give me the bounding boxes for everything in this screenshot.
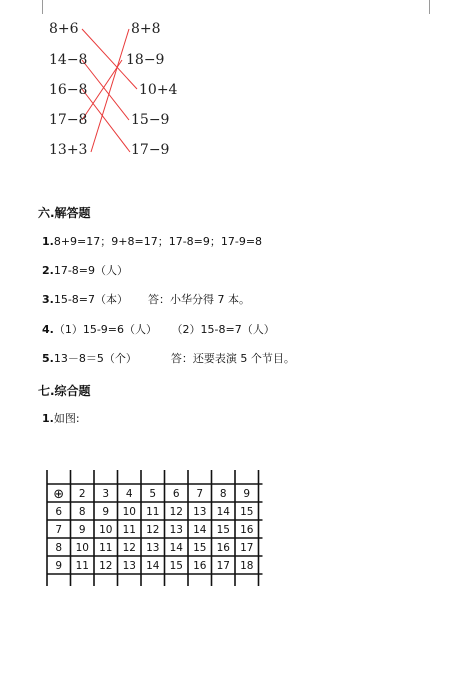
grid-cell-value: 13	[146, 542, 160, 554]
match-line	[91, 29, 129, 152]
left-expr: 13+3	[49, 142, 88, 158]
grid-cell-value: 10	[122, 506, 136, 518]
grid-cell-value: 14	[146, 560, 160, 572]
grid-cell-value: 16	[216, 542, 230, 554]
answer-number: 5.	[42, 352, 54, 365]
grid-cell-value: 4	[125, 488, 133, 500]
grid-cell-value: 9	[78, 524, 86, 536]
grid-cell-value: 16	[240, 524, 254, 536]
grid-cell-value: 18	[240, 560, 254, 572]
grid-cell-value: 9	[55, 560, 63, 572]
grid-cell-value: 5	[149, 488, 157, 500]
answer-item	[42, 352, 295, 366]
section-title-answers: 六.解答题	[38, 206, 91, 220]
answer-text: 13－8＝5（个）	[53, 352, 137, 365]
right-expr: 17−9	[131, 142, 170, 158]
match-line	[82, 89, 130, 152]
comprehensive-item	[42, 412, 80, 426]
right-expr: 10+4	[139, 82, 178, 98]
answer-number: 3.	[42, 293, 54, 306]
right-expr: 8+8	[131, 21, 161, 37]
number-grid-svg	[44, 470, 279, 588]
grid-cell-value: 13	[122, 560, 136, 572]
answer-item	[42, 264, 128, 278]
grid-cell-value: 15	[169, 560, 183, 572]
match-line	[82, 60, 122, 120]
answer-text: 17-8=9（人）	[53, 264, 129, 277]
left-expr: 16−8	[49, 82, 88, 98]
answer-number: 4.	[42, 323, 54, 336]
grid-cell-value: 9	[102, 506, 110, 518]
answer-item	[42, 323, 275, 337]
answer-note: 答：小华分得 7 本。	[148, 293, 251, 306]
left-expr: 8+6	[49, 21, 79, 37]
answer-text: 如图:	[53, 412, 80, 425]
grid-cell-value: 6	[172, 488, 180, 500]
answer-number: 2.	[42, 264, 54, 277]
grid-cell-value: 2	[78, 488, 86, 500]
answer-note: 答：还要表演 5 个节目。	[170, 352, 295, 365]
grid-cell-value: 15	[216, 524, 230, 536]
right-expr: 18−9	[126, 52, 165, 68]
grid-cell-value: 15	[240, 506, 254, 518]
answer-text: 8+9=17；9+8=17；17-8=9；17-9=8	[53, 235, 263, 248]
grid-cell-value: 10	[75, 542, 89, 554]
grid-cell-value: 11	[146, 506, 160, 518]
match-line	[82, 60, 129, 120]
grid-cell-value: 17	[240, 542, 254, 554]
grid-cell-value: 9	[243, 488, 251, 500]
answer-text: （1）15-9=6（人）	[53, 323, 158, 336]
grid-cell-value: 12	[169, 506, 183, 518]
start-marker-symbol: ⊕	[53, 487, 65, 502]
grid-cell-value: 8	[78, 506, 86, 518]
answer-item	[42, 293, 250, 307]
answer-note: （2）15-8=7（人）	[177, 323, 275, 336]
answer-number: 1.	[42, 235, 54, 248]
grid-cell-value: 14	[169, 542, 183, 554]
grid-cell-value: 7	[196, 488, 204, 500]
grid-cell-value: 13	[193, 506, 207, 518]
grid-cell-value: 3	[102, 488, 110, 500]
grid-cell-value: 14	[193, 524, 207, 536]
grid-cell-value: 8	[55, 542, 63, 554]
answer-number: 1.	[42, 412, 54, 425]
grid-cell-value: 16	[193, 560, 207, 572]
grid-cell-value: 12	[122, 542, 136, 554]
grid-cell-value: 12	[99, 560, 113, 572]
right-expr: 15−9	[131, 112, 170, 128]
grid-cell-value: 11	[99, 542, 113, 554]
left-expr: 14−8	[49, 52, 88, 68]
grid-cell-value: 10	[99, 524, 113, 536]
grid-cell-value: 13	[169, 524, 183, 536]
grid-cell-value: 6	[55, 506, 63, 518]
grid-cell-value: 8	[219, 488, 227, 500]
grid-cell-value: 7	[55, 524, 63, 536]
grid-cell-value: 14	[216, 506, 230, 518]
grid-cell-value: 15	[193, 542, 207, 554]
grid-cell-value: 11	[122, 524, 136, 536]
answer-text: 15-8=7（本）	[53, 293, 129, 306]
grid-cell-value: 12	[146, 524, 160, 536]
grid-cell-value: 17	[216, 560, 230, 572]
grid-cell-value: 11	[75, 560, 89, 572]
left-expr: 17−8	[49, 112, 88, 128]
number-grid	[44, 470, 279, 588]
answer-item	[42, 235, 262, 249]
section-title-comprehensive: 七.综合题	[38, 384, 91, 398]
